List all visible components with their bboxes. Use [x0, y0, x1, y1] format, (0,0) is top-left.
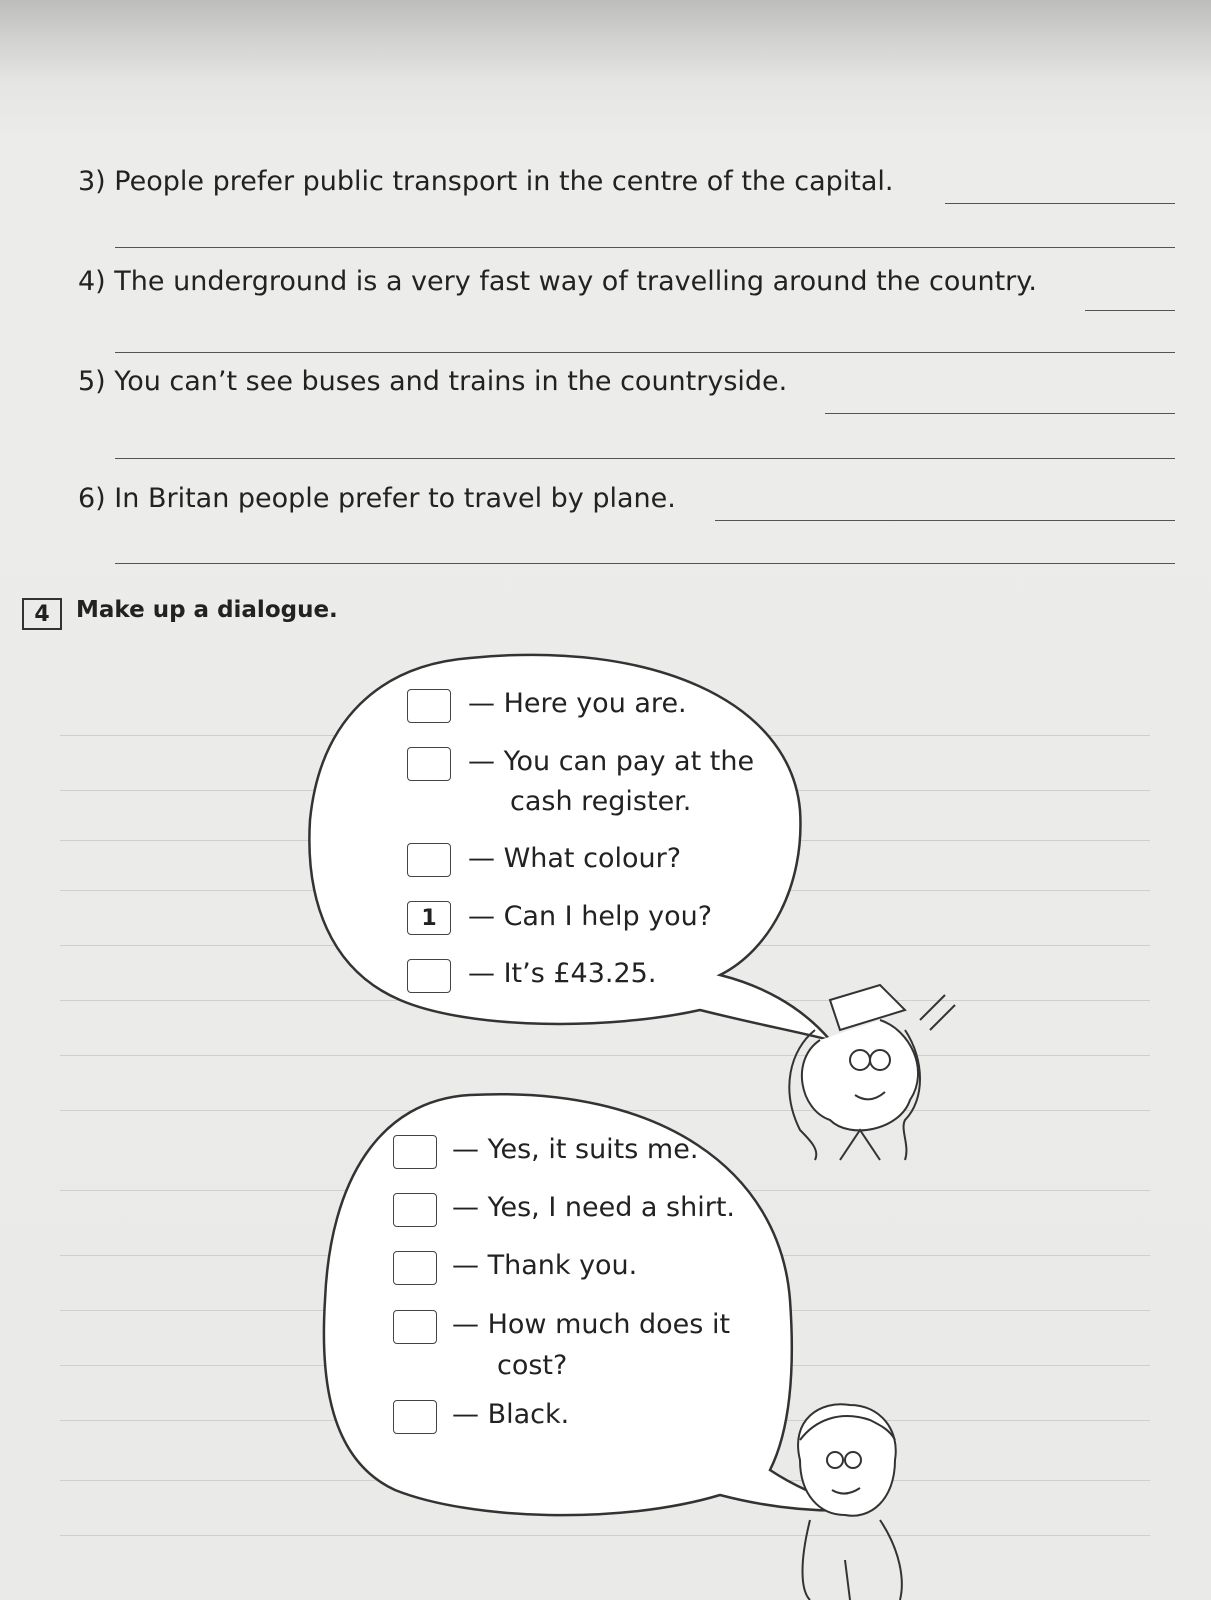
answer-box[interactable] [407, 747, 451, 781]
task-instruction: Make up a dialogue. [76, 597, 338, 623]
answer-box[interactable] [393, 1193, 437, 1227]
answer-box-filled[interactable]: 1 [407, 901, 451, 935]
answer-box[interactable] [407, 689, 451, 723]
statement-6: 6) In Britan people prefer to travel by plane. [78, 483, 676, 514]
dialogue-line: — Can I help you? [468, 901, 713, 932]
statement-3: 3) People prefer public transport in the centre of the capital. [78, 166, 894, 197]
dialogue-line: — Thank you. [452, 1250, 638, 1281]
dialogue-line-continued: cash register. [510, 786, 692, 817]
statement-4: 4) The underground is a very fast way of travelling around the country. [78, 266, 1037, 297]
customer-illustration [798, 1404, 902, 1600]
dialogue-line: — Yes, it suits me. [452, 1134, 699, 1165]
dialogue-line: — You can pay at the [468, 746, 755, 777]
answer-box[interactable] [393, 1310, 437, 1344]
answer-box[interactable] [407, 959, 451, 993]
shop-assistant-illustration [789, 985, 955, 1160]
dialogue-line-continued: cost? [497, 1350, 568, 1381]
answer-box[interactable] [407, 843, 451, 877]
answer-box[interactable] [393, 1400, 437, 1434]
statement-5: 5) You can’t see buses and trains in the countryside. [78, 366, 788, 397]
dialogue-line: — Here you are. [468, 688, 687, 719]
dialogue-line: — It’s £43.25. [468, 958, 657, 989]
dialogue-line: — Black. [452, 1399, 570, 1430]
task-number-badge: 4 [22, 598, 62, 630]
answer-box[interactable] [393, 1251, 437, 1285]
answer-box[interactable] [393, 1135, 437, 1169]
dialogue-line: — How much does it [452, 1309, 731, 1340]
dialogue-line: — Yes, I need a shirt. [452, 1192, 736, 1223]
dialogue-line: — What colour? [468, 843, 682, 874]
